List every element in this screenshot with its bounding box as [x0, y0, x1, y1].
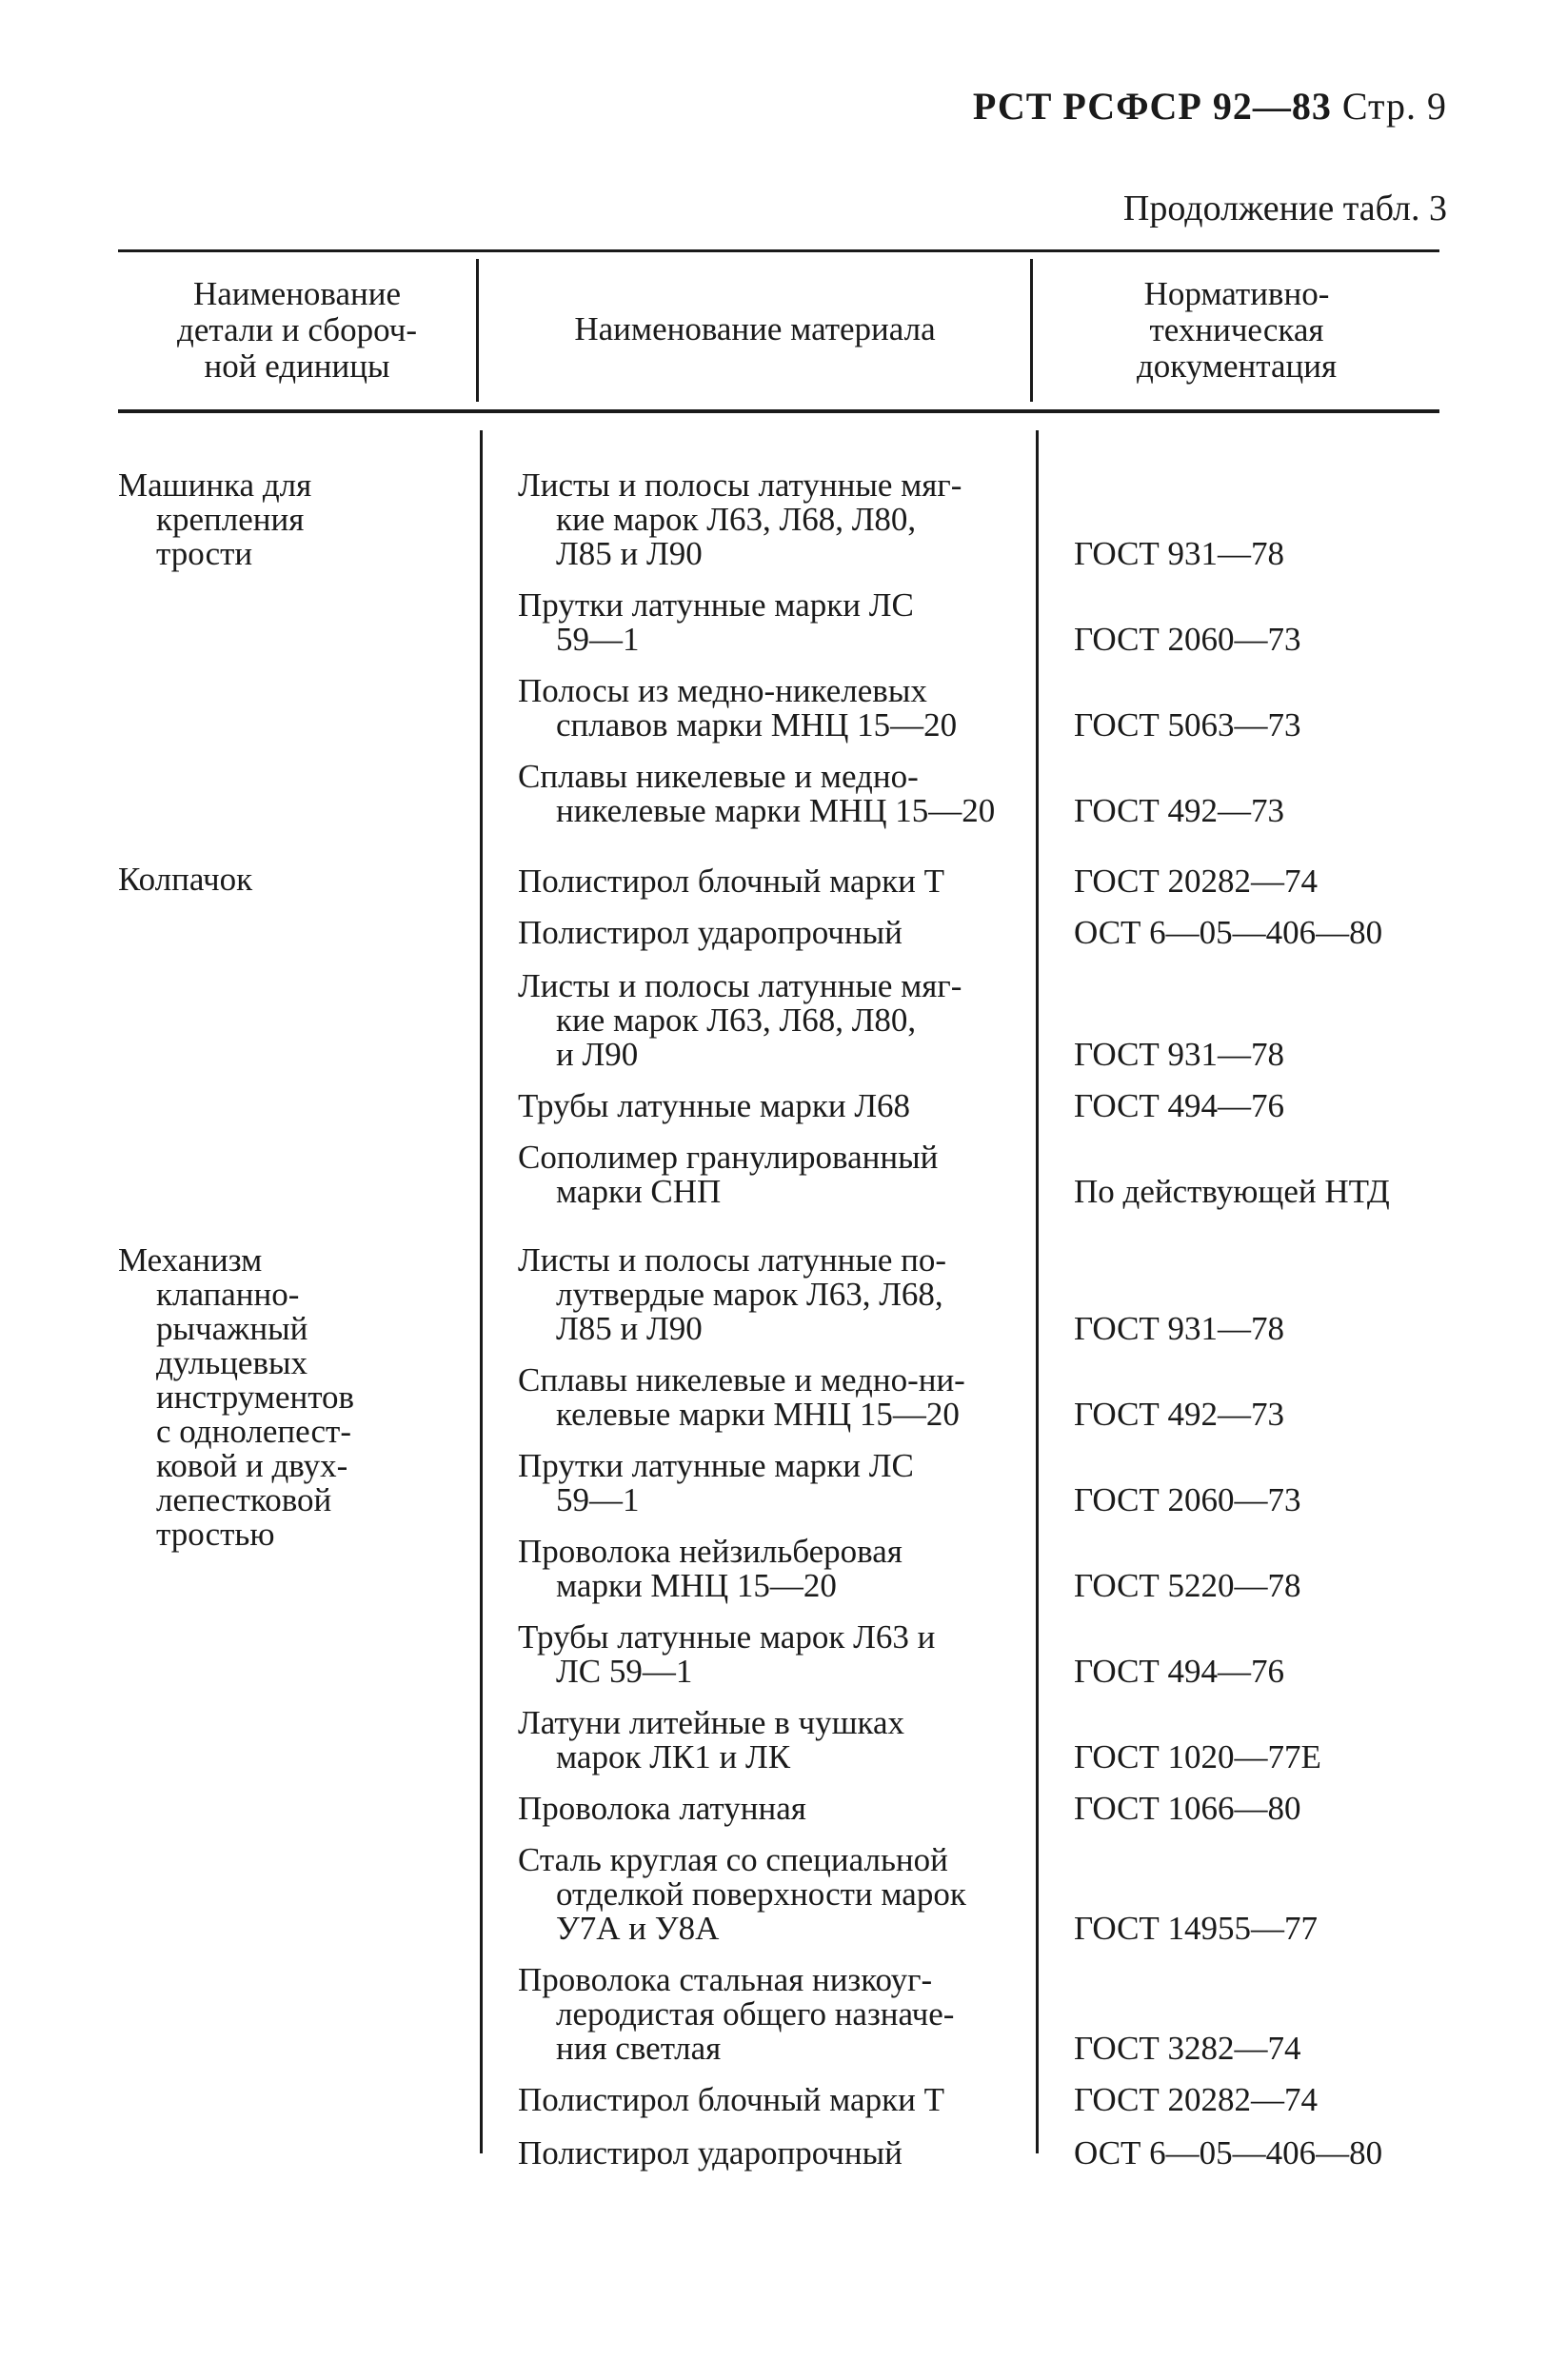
material-cell: Сплавы никелевые и медно- никелевые марки МНЦ 15—20 — [518, 758, 996, 829]
material-cell: Сополимер гранулированный марки СНП — [518, 1139, 939, 1210]
page-header — [973, 84, 1447, 129]
material-cell: Проволока нейзильберовая марки МНЦ 15—20 — [518, 1533, 903, 1604]
material-cell: Полосы из медно-никелевых сплавов марки МНЦ 15—20 — [518, 672, 958, 744]
material-cell: Полистирол блочный марки Т — [518, 2081, 944, 2118]
material-cell: Трубы латунные марок Л63 и ЛС 59—1 — [518, 1618, 936, 1690]
column-header-documentation: Нормативно- техническая документация — [1136, 275, 1338, 385]
documentation-cell: ГОСТ 20282—74 — [1074, 2081, 1319, 2118]
documentation-cell: ГОСТ 5063—73 — [1074, 706, 1301, 744]
table-header-rule — [118, 409, 1439, 413]
documentation-cell: ГОСТ 1020—77Е — [1074, 1738, 1321, 1775]
table-top-rule — [118, 249, 1439, 252]
documentation-cell: ГОСТ 492—73 — [1074, 1396, 1285, 1433]
documentation-cell: По действующей НТД — [1074, 1173, 1390, 1210]
documentation-cell: ГОСТ 2060—73 — [1074, 621, 1301, 658]
material-cell: Листы и полосы латунные мяг- кие марок Л63, Л68, Л80, Л85 и Л90 — [518, 466, 962, 572]
documentation-cell: ОСТ 6—05—406—80 — [1074, 914, 1383, 951]
header-separator-1 — [476, 259, 479, 402]
documentation-cell: ГОСТ 3282—74 — [1074, 2030, 1301, 2067]
documentation-cell: ГОСТ 1066—80 — [1074, 1790, 1301, 1827]
documentation-cell: ОСТ 6—05—406—80 — [1074, 2134, 1383, 2172]
part-name: Колпачок — [118, 861, 253, 898]
documentation-cell: ГОСТ 20282—74 — [1074, 863, 1319, 900]
part-name: Механизм клапанно- рычажный дульцевых инструментов с однолепест- ковой и двух- лепестковой тростью — [118, 1241, 355, 1553]
documentation-cell: ГОСТ 931—78 — [1074, 535, 1285, 572]
documentation-cell: ГОСТ 494—76 — [1074, 1087, 1285, 1124]
documentation-cell: ГОСТ 5220—78 — [1074, 1567, 1301, 1604]
documentation-cell: ГОСТ 2060—73 — [1074, 1481, 1301, 1518]
documentation-cell: ГОСТ 494—76 — [1074, 1653, 1285, 1690]
material-cell: Прутки латунные марки ЛС 59—1 — [518, 586, 914, 658]
table-caption: Продолжение табл. 3 — [1122, 188, 1447, 228]
material-cell: Сталь круглая со специальной отделкой поверхности марок У7А и У8А — [518, 1841, 966, 1947]
documentation-cell: ГОСТ 492—73 — [1074, 792, 1285, 829]
material-cell: Полистирол блочный марки Т — [518, 863, 944, 900]
material-cell: Проволока стальная низкоуг- леродистая общего назначе- ния светлая — [518, 1961, 955, 2067]
material-cell: Прутки латунные марки ЛС 59—1 — [518, 1447, 914, 1518]
documentation-cell: ГОСТ 931—78 — [1074, 1036, 1285, 1073]
header-separator-2 — [1030, 259, 1033, 402]
material-cell: Полистирол ударопрочный — [518, 2134, 903, 2172]
material-cell: Листы и полосы латунные по- лутвердые марок Л63, Л68, Л85 и Л90 — [518, 1241, 947, 1347]
document-code: РСТ РСФСР 92—83 — [972, 85, 1332, 128]
material-cell: Сплавы никелевые и медно-ни- келевые марки МНЦ 15—20 — [518, 1361, 965, 1433]
material-cell: Латуни литейные в чушках марок ЛК1 и ЛК — [518, 1704, 905, 1775]
material-cell: Полистирол ударопрочный — [518, 914, 903, 951]
material-cell: Листы и полосы латунные мяг- кие марок Л63, Л68, Л80, и Л90 — [518, 967, 962, 1073]
page-number: Стр. 9 — [1341, 85, 1447, 128]
column-header-material: Наименование материала — [574, 310, 936, 347]
documentation-cell: ГОСТ 931—78 — [1074, 1310, 1285, 1347]
material-cell: Трубы латунные марки Л68 — [518, 1087, 911, 1124]
part-name: Машинка для крепления трости — [118, 466, 312, 572]
documentation-cell: ГОСТ 14955—77 — [1074, 1910, 1319, 1947]
column-header-part: Наименование детали и сбороч- ной единицы — [177, 275, 417, 385]
material-cell: Проволока латунная — [518, 1790, 806, 1827]
